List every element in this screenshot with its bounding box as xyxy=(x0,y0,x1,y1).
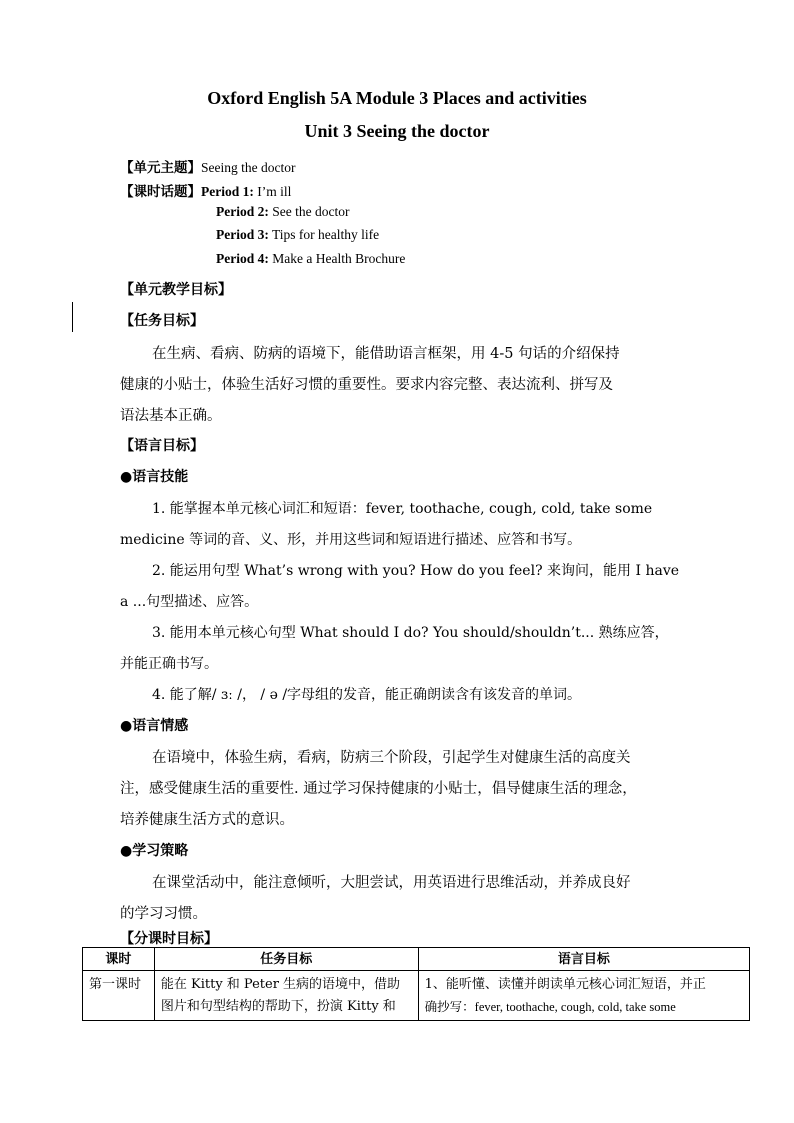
period-cell xyxy=(83,971,155,1021)
table-header-row xyxy=(83,948,750,971)
strategy-line: 的学习习惯。 xyxy=(120,906,207,922)
document-title-line-2: Unit 3 Seeing the doctor xyxy=(304,121,490,141)
table-row xyxy=(83,971,750,1021)
task-goal-cell xyxy=(154,971,418,1021)
skill-item-line: medicine 等词的音、义、形，并用这些词和短语进行描述、应答和书写。 xyxy=(120,532,582,548)
period-label: Period 2: xyxy=(216,204,269,219)
column-header: 语言目标 xyxy=(418,948,749,971)
period-value: Make a Health Brochure xyxy=(268,251,406,266)
column-header: 任务目标 xyxy=(154,948,418,971)
period-value: See the doctor xyxy=(268,204,350,219)
period-label: Period 3: xyxy=(216,227,269,242)
column-header: 课时 xyxy=(83,948,155,971)
skill-item-line: 并能正确书写。 xyxy=(120,656,218,672)
document-title-line-1: Oxford English 5A Module 3 Places and activities xyxy=(207,88,587,108)
period-row xyxy=(216,204,349,220)
task-goal-line: 能在 Kitty 和 Peter 生病的语境中，借助 xyxy=(160,977,401,992)
task-goals-line: 健康的小贴士，体验生活好习惯的重要性。要求内容完整、表达流利、拼写及 xyxy=(120,377,613,393)
task-goals-line: 在生病、看病、防病的语境下，能借助语言框架，用 4-5 句话的介绍保持 xyxy=(152,346,620,362)
learning-strategy-heading: ●学习策略 xyxy=(120,843,189,859)
lesson-topics-row xyxy=(120,180,291,200)
language-goal-line: 确抄写：fever, toothache, cough, cold, take some xyxy=(424,1000,676,1014)
unit-theme-label: 【单元主题】 xyxy=(120,160,201,176)
period-goals-heading: 【分课时目标】 xyxy=(120,931,218,947)
language-goal-line: 1、能听懂、读懂并朗读单元核心词汇短语，并正 xyxy=(424,977,706,992)
language-skills-heading: ●语言技能 xyxy=(120,469,189,485)
unit-theme-value: Seeing the doctor xyxy=(201,160,296,175)
period-row xyxy=(216,227,379,243)
skill-item-line: 2. 能运用句型 What’s wrong with you? How do you feel? 来询问，能用 I have xyxy=(152,563,680,579)
skill-item-line: 1. 能掌握本单元核心词汇和短语：fever, toothache, cough, cold, take some xyxy=(152,501,653,517)
language-emotion-heading: ●语言情感 xyxy=(120,718,189,734)
period-value: I’m ill xyxy=(253,184,292,199)
language-goal-cell xyxy=(418,971,749,1021)
skill-item-line: 4. 能了解/ ɜː /， / ə /字母组的发音，能正确朗读含有该发音的单词。 xyxy=(152,687,582,703)
lesson-topics-label: 【课时话题】 xyxy=(120,184,201,200)
period-label: Period 4: xyxy=(216,251,269,266)
language-goals-heading: 【语言目标】 xyxy=(120,438,204,454)
text-cursor xyxy=(72,302,73,332)
emotion-line: 注，感受健康生活的重要性. 通过学习保持健康的小贴士，倡导健康生活的理念， xyxy=(120,781,637,797)
emotion-line: 培养健康生活方式的意识。 xyxy=(120,812,294,828)
unit-goals-heading: 【单元教学目标】 xyxy=(120,282,232,298)
task-goals-line: 语法基本正确。 xyxy=(120,408,222,424)
emotion-line: 在语境中，体验生病，看病，防病三个阶段，引起学生对健康生活的高度关 xyxy=(152,750,631,766)
unit-theme-row xyxy=(120,156,295,176)
period-value: Tips for healthy life xyxy=(268,227,380,242)
skill-item-line: 3. 能用本单元核心句型 What should I do? You should/shouldn’t... 熟练应答， xyxy=(152,625,669,641)
task-goal-line: 图片和句型结构的帮助下，扮演 Kitty 和 xyxy=(160,999,396,1014)
period-label: Period 1: xyxy=(201,184,254,199)
period-goals-table xyxy=(82,947,750,1021)
period-name: 第一课时 xyxy=(89,977,142,992)
strategy-line: 在课堂活动中，能注意倾听，大胆尝试，用英语进行思维活动，并养成良好 xyxy=(152,875,631,891)
period-row xyxy=(216,251,405,267)
skill-item-line: a ...句型描述、应答。 xyxy=(120,594,259,610)
task-goals-heading: 【任务目标】 xyxy=(120,313,204,329)
